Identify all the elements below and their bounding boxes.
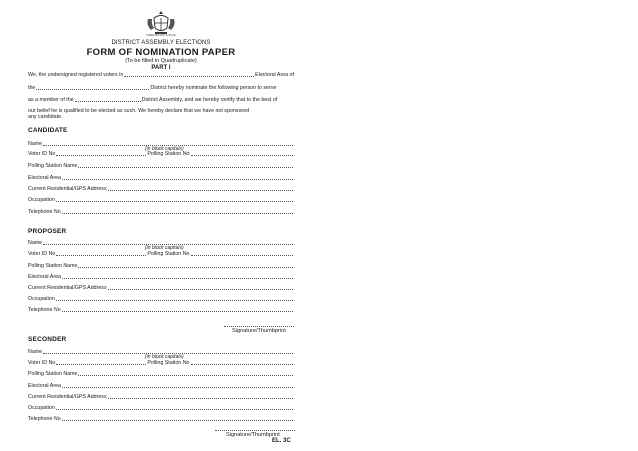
form-code: EL. 3C (272, 438, 291, 444)
seconder-voter-row: Voter ID No Polling Station No (28, 359, 294, 367)
candidate-telephone-row: Telephone No (28, 208, 294, 216)
proposer-signature-label: Signature/Thumbprint (232, 328, 286, 334)
candidate-voter-row: Voter ID No Polling Station No (28, 150, 294, 158)
candidate-electoral-area-row: Electoral Area (28, 174, 294, 182)
proposer-polling-station-no-field[interactable] (191, 254, 294, 256)
proposer-heading: PROPOSER (28, 228, 67, 235)
seconder-signature-label: Signature/Thumbprint (226, 432, 280, 438)
seconder-polling-station-no-field[interactable] (191, 363, 294, 365)
candidate-polling-station-name-field[interactable] (78, 166, 293, 168)
proposer-polling-name-row: Polling Station Name (28, 262, 294, 270)
proposer-voter-id-field[interactable] (56, 254, 146, 256)
seconder-occupation-row: Occupation (28, 404, 294, 412)
block-capitals-note: (in block capitals) (145, 245, 184, 251)
district-assembly-field[interactable] (75, 100, 141, 102)
form-title: FORM OF NOMINATION PAPER (86, 47, 236, 58)
seconder-heading: SECONDER (28, 336, 67, 343)
district-field[interactable] (36, 88, 149, 90)
seconder-name-row: Name (28, 348, 294, 356)
proposer-signature-line[interactable] (224, 326, 294, 327)
proposer-electoral-area-field[interactable] (62, 277, 293, 279)
proposer-electoral-area-row: Electoral Area (28, 273, 294, 281)
seconder-address-field[interactable] (108, 397, 293, 399)
candidate-electoral-area-field[interactable] (62, 178, 293, 180)
candidate-telephone-field[interactable] (62, 212, 293, 214)
seconder-signature-line[interactable] (215, 430, 295, 431)
seconder-electoral-area-field[interactable] (62, 386, 293, 388)
proposer-address-row: Current Residential/GPS Address (28, 284, 294, 292)
proposer-telephone-row: Telephone No (28, 306, 294, 314)
electoral-area-field[interactable] (124, 75, 254, 77)
declaration-line-3: as a member of the District Assembly, and we hereby certify that to the best of (28, 97, 278, 103)
candidate-polling-station-no-field[interactable] (191, 154, 294, 156)
declaration-line-4: our belief he is qualified to be elected as such. We hereby declare that we have not sponsored any candidate. (28, 108, 250, 121)
part-label: PART I (151, 65, 171, 71)
form-instruction: (To be filled in Quadruplicate) (125, 58, 197, 64)
proposer-polling-station-name-field[interactable] (78, 266, 293, 268)
declaration-line-2: the District hereby nominate the following person to serve (28, 85, 277, 91)
seconder-polling-name-row: Polling Station Name (28, 370, 294, 378)
block-capitals-note: (in block capitals) (145, 354, 184, 360)
candidate-name-row: Name (28, 140, 294, 148)
declaration-line-1: We, the undersigned registered voters in Electoral Area of (28, 72, 294, 78)
proposer-occupation-field[interactable] (56, 299, 293, 301)
proposer-occupation-row: Occupation (28, 295, 294, 303)
seconder-telephone-row: Telephone No (28, 415, 294, 423)
election-heading: DISTRICT ASSEMBLY ELECTIONS (111, 40, 211, 46)
seconder-polling-station-name-field[interactable] (78, 374, 293, 376)
seconder-address-row: Current Residential/GPS Address (28, 393, 294, 401)
proposer-telephone-field[interactable] (62, 310, 293, 312)
block-capitals-note: (in block capitals) (145, 146, 184, 152)
proposer-name-row: Name (28, 239, 294, 247)
candidate-polling-name-row: Polling Station Name (28, 162, 294, 170)
seconder-telephone-field[interactable] (62, 419, 293, 421)
seconder-voter-id-field[interactable] (56, 363, 146, 365)
candidate-address-field[interactable] (108, 189, 293, 191)
candidate-voter-id-field[interactable] (56, 154, 146, 156)
candidate-heading: CANDIDATE (28, 127, 68, 134)
proposer-voter-row: Voter ID No Polling Station No (28, 250, 294, 258)
candidate-occupation-field[interactable] (56, 200, 293, 202)
candidate-address-row: Current Residential/GPS Address (28, 185, 294, 193)
seconder-electoral-area-row: Electoral Area (28, 382, 294, 390)
seconder-occupation-field[interactable] (56, 408, 293, 410)
candidate-occupation-row: Occupation (28, 196, 294, 204)
proposer-address-field[interactable] (108, 288, 293, 290)
crest-motto: FREEDOM AND JUSTICE (146, 34, 176, 37)
